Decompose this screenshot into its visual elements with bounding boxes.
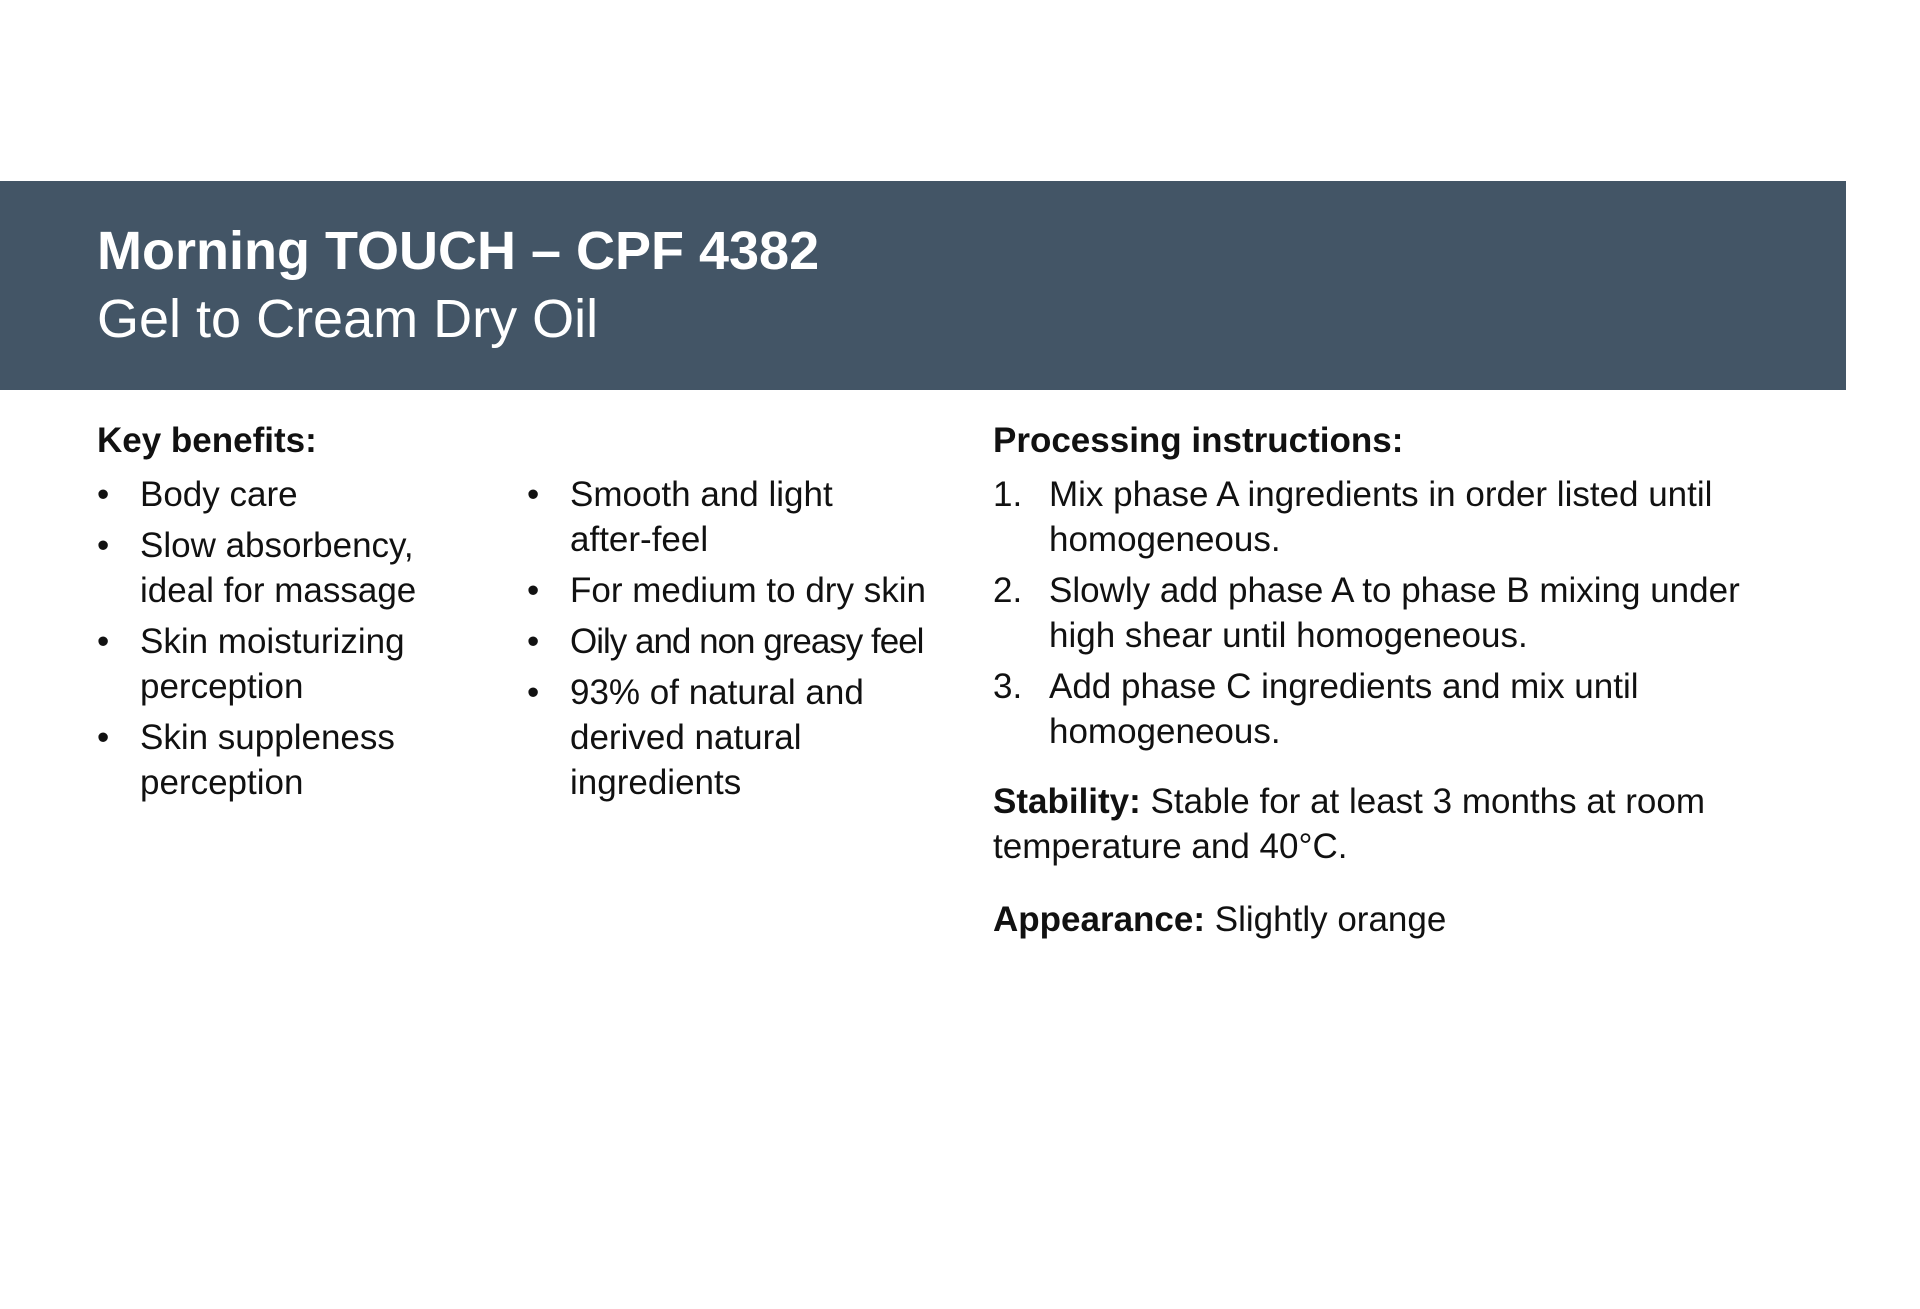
processing-steps-list [993, 472, 1813, 760]
stability-text: Stable for at least 3 months at room temperature and 40°C. [993, 782, 1705, 866]
list-item [97, 619, 457, 709]
processing-instructions-heading: Processing instructions: [993, 421, 1404, 460]
bullet-marker: • [527, 622, 540, 661]
key-benefits-list-right [527, 472, 957, 811]
key-benefits-heading: Key benefits: [97, 421, 317, 460]
list-item [527, 670, 957, 805]
step-text: Slowly add phase A to phase B mixing under high shear until homogeneous. [1049, 571, 1740, 655]
step-text: Mix phase A ingredients in order listed until homogeneous. [1049, 475, 1713, 559]
list-item [527, 472, 957, 562]
step-number: 2. [993, 571, 1023, 610]
step-text: Add phase C ingredients and mix until homogeneous. [1049, 667, 1639, 751]
appearance-paragraph [993, 897, 1783, 942]
processing-step [993, 568, 1813, 658]
list-item [97, 715, 457, 805]
key-benefits-list-left [97, 472, 457, 811]
list-item [97, 472, 457, 517]
list-item [97, 523, 457, 613]
list-item [527, 619, 957, 664]
bullet-marker: • [97, 475, 110, 514]
bullet-marker: • [97, 622, 110, 661]
stability-label: Stability: [993, 782, 1141, 821]
product-title: Morning TOUCH – CPF 4382 [97, 221, 820, 281]
step-number: 1. [993, 475, 1023, 514]
processing-step [993, 472, 1813, 562]
processing-step [993, 664, 1813, 754]
benefit-text: Skin suppleness perception [140, 718, 395, 802]
bullet-marker: • [527, 673, 540, 712]
list-item [527, 568, 957, 613]
benefit-text: Skin moisturizing perception [140, 622, 405, 706]
benefit-text: Smooth and light after-feel [570, 475, 833, 559]
appearance-text: Slightly orange [1214, 900, 1447, 939]
benefit-text: For medium to dry skin [570, 571, 926, 610]
header-banner [0, 181, 1846, 390]
step-number: 3. [993, 667, 1023, 706]
appearance-label: Appearance: [993, 900, 1206, 939]
benefit-text: 93% of natural and derived natural ingredients [570, 673, 864, 802]
bullet-marker: • [97, 526, 110, 565]
benefit-text: Body care [140, 475, 298, 514]
product-subtitle: Gel to Cream Dry Oil [97, 289, 599, 349]
bullet-marker: • [527, 571, 540, 610]
benefit-text: Oily and non greasy feel [570, 622, 924, 661]
benefit-text: Slow absorbency, ideal for massage [140, 526, 417, 610]
stability-paragraph [993, 779, 1783, 869]
bullet-marker: • [527, 475, 540, 514]
bullet-marker: • [97, 718, 110, 757]
